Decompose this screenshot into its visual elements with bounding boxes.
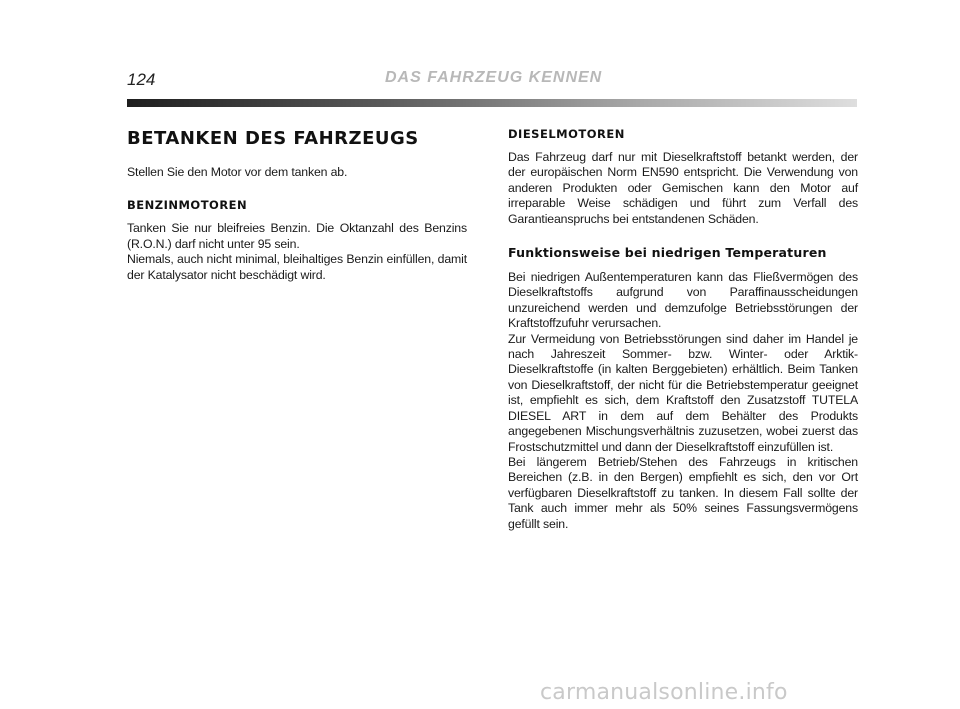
low-temperature-heading: Funktionsweise bei niedrigen Temperaturen: [508, 245, 827, 261]
header-rule: [127, 99, 857, 107]
section-title: BETANKEN DES FAHRZEUGS: [127, 128, 419, 149]
diesel-heading: DIESELMOTOREN: [508, 127, 625, 141]
low-temperature-paragraph-2: Zur Vermeidung von Betriebsstörungen sind daher im Handel je nach Jahreszeit Sommer- bzw. Winter- oder Arktik-Dieselkraftstoffe (in kalten Berggebieten) erhältlich. Beim Tanken von Dieselkraftstoff, der nicht für die Betriebstemperatur geeignet ist, empfiehlt es sich, dem Kraftstoff den Zusatzstoff TUTELA DIESEL ART in dem auf dem Behälter des Produkts angegebenen Mischungsverhältnis zuzusetzen, wobei zuerst das Frostschutzmittel und dann der Dieselkraftstoff einzufüllen ist.: [508, 331, 858, 454]
low-temperature-paragraph-1: Bei niedrigen Außentemperaturen kann das Fließvermögen des Dieselkraftstoffs aufgrund von Paraffinausscheidungen unzureichend werden und demzufolge Betriebsstörungen der Kraftstoffzufuhr verursachen.: [508, 270, 858, 331]
intro-text: Stellen Sie den Motor vor dem tanken ab.: [127, 165, 348, 179]
left-column: [127, 128, 467, 283]
low-temperature-paragraph-3: Bei längerem Betrieb/Stehen des Fahrzeugs in kritischen Bereichen (z.B. in den Bergen) empfiehlt es sich, den vor Ort verfügbaren Dieselkraftstoff zu tanken. In diesem Fall sollte der Tank auch immer mehr als 50% seines Fassungsvermögens gefüllt sein.: [508, 454, 858, 531]
diesel-paragraph: Das Fahrzeug darf nur mit Dieselkraftstoff betankt werden, der der europäischen Norm EN590 entspricht. Die Verwendung von anderen Produkten oder Gemischen kann den Motor auf irreparable Weise schädigen und führt zum Verfall des Garantieanspruchs bei entstandenen Schäden.: [508, 150, 858, 226]
watermark: carmanualsonline.info: [540, 680, 788, 705]
running-title: DAS FAHRZEUG KENNEN: [385, 69, 603, 86]
page-number: 124: [127, 70, 156, 89]
petrol-paragraph-1: Tanken Sie nur bleifreies Benzin. Die Oktanzahl des Benzins (R.O.N.) darf nicht unter 95 sein.: [127, 221, 467, 251]
right-column: [508, 127, 858, 532]
petrol-paragraph-2: Niemals, auch nicht minimal, bleihaltiges Benzin einfüllen, damit der Katalysator nicht beschädigt wird.: [127, 252, 467, 282]
petrol-heading: BENZINMOTOREN: [127, 198, 248, 213]
